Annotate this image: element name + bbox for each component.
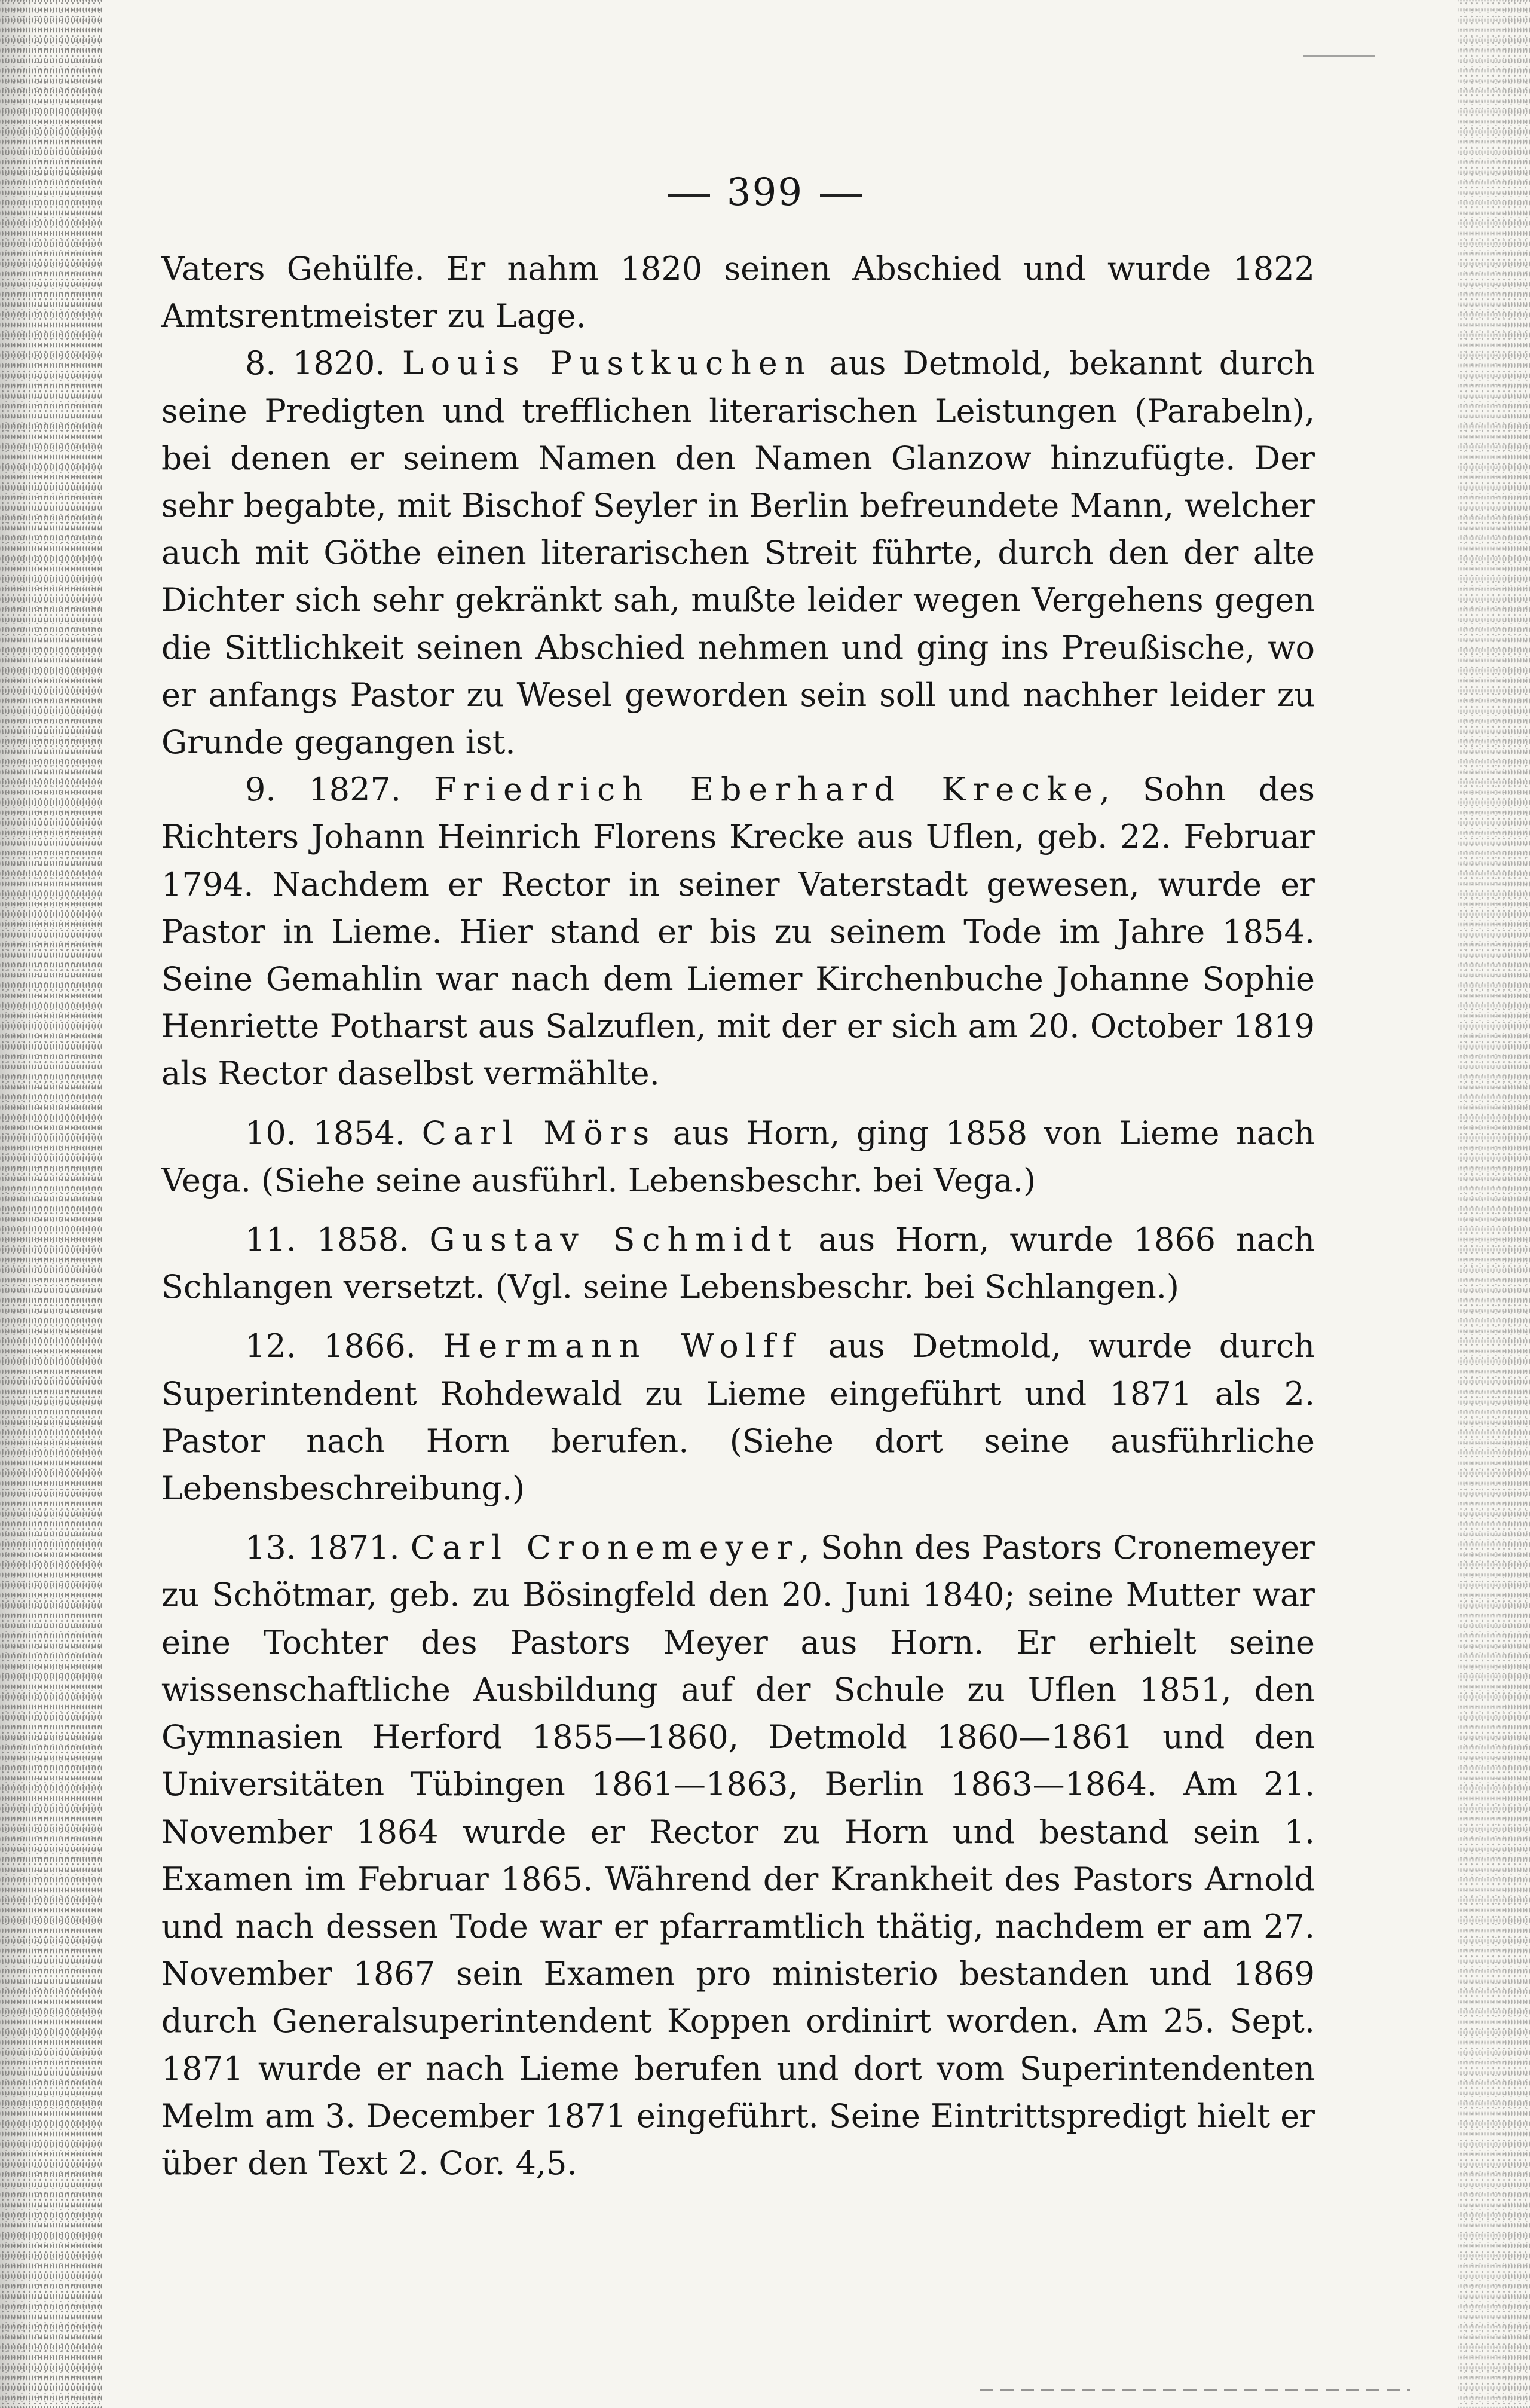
header-dash-right [820, 194, 862, 197]
entry-13-cronemeyer [161, 1524, 1315, 2187]
entry-12-wolff [161, 1322, 1315, 1512]
entry-name: Gustav Schmidt [429, 1221, 798, 1259]
scan-edge-right [1458, 0, 1530, 2408]
entry-text: aus Horn, ging 1858 von Lieme nach Vega. (Siehe seine ausführl. Lebensbeschr. bei Vega.) [161, 1114, 1315, 1199]
entry-text: aus Detmold, bekannt durch seine Predigten und trefflichen literarischen Leistungen (Parabeln), bei denen er seinem Namen den Namen Glanzow hinzufügte. Der sehr begabte, mit Bischof Seyler in Berlin befreundete Mann, welcher auch mit Göthe einen literarischen Streit führte, durch den der alte Dichter sich sehr gekränkt sah, mußte leider wegen Vergehens gegen die Sittlichkeit seinen Abschied nehmen und ging ins Preußische, wo er anfangs Pastor zu Wesel geworden sein soll und nachher leider zu Grunde gegangen ist. [161, 344, 1315, 762]
header-dash-left [668, 194, 710, 197]
entry-name: Louis Pustkuchen [402, 344, 813, 383]
body-text [161, 245, 1315, 2187]
entry-name: Friedrich Eberhard Krecke [433, 771, 1100, 809]
entry-11-schmidt [161, 1216, 1315, 1310]
entry-name: Hermann Wolff [443, 1327, 801, 1365]
entry-text: aus Horn, wurde 1866 nach Schlangen versetzt. (Vgl. seine Lebensbeschr. bei Schlangen.) [161, 1221, 1315, 1306]
entry-8-pustkuchen [161, 340, 1315, 766]
entry-name: Carl Cronemeyer [410, 1529, 800, 1567]
entry-text: , Sohn des Richters Johann Heinrich Florens Krecke aus Uflen, geb. 22. Februar 1794. Nachdem er Rector in seiner Vaterstadt gewesen, wurde er Pastor in Lieme. Hier stand er bis zu seinem Tode im Jahre 1854. Seine Gemahlin war nach dem Liemer Kirchenbuche Johanne Sophie Henriette Potharst aus Salzuflen, mit der er sich am 20. October 1819 als Rector daselbst vermählte. [161, 771, 1315, 1093]
entry-number-date: 12. 1866. [245, 1327, 443, 1365]
entry-number-date: 8. 1820. [245, 344, 402, 383]
entry-10-moers [161, 1110, 1315, 1204]
paragraph-continuation [161, 245, 1315, 340]
paragraph-text: Vaters Gehülfe. Er nahm 1820 seinen Abschied und wurde 1822 Amtsrentmeister zu Lage. [161, 250, 1315, 335]
scan-mark-bottom [980, 2389, 1410, 2391]
entry-number-date: 11. 1858. [245, 1221, 430, 1259]
scan-edge-left [0, 0, 102, 2408]
page-header [0, 170, 1530, 215]
entry-text: , Sohn des Pastors Cronemeyer zu Schötmar, geb. zu Bösingfeld den 20. Juni 1840; seine Mutter war eine Tochter des Pastors Meyer aus Horn. Er erhielt seine wissenschaftliche Ausbildung auf der Schule zu Uflen 1851, den Gymnasien Herford 1855—1860, Detmold 1860—1861 und den Universitäten Tübingen 1861—1863, Berlin 1863—1864. Am 21. November 1864 wurde er Rector zu Horn und bestand sein 1. Examen im Februar 1865. Während der Krankheit des Pastors Arnold und nach dessen Tode war er pfarramtlich thätig, nachdem er am 27. November 1867 sein Examen pro ministerio bestanden und 1869 durch Generalsuperintendent Koppen ordinirt worden. Am 25. Sept. 1871 wurde er nach Lieme berufen und dort vom Superintendenten Melm am 3. December 1871 eingeführt. Seine Eintrittspredigt hielt er über den Text 2. Cor. 4,5. [161, 1529, 1315, 2182]
scan-mark-top [1303, 55, 1375, 57]
entry-text: aus Detmold, wurde durch Superintendent Rohdewald zu Lieme eingeführt und 1871 als 2. Pastor nach Horn berufen. (Siehe dort seine ausführliche Lebensbeschreibung.) [161, 1327, 1315, 1508]
entry-number-date: 13. 1871. [245, 1529, 411, 1567]
entry-number-date: 10. 1854. [245, 1114, 422, 1152]
entry-9-krecke [161, 766, 1315, 1097]
entry-name: Carl Mörs [421, 1114, 657, 1152]
entry-number-date: 9. 1827. [245, 771, 434, 809]
page-number: 399 [726, 170, 804, 215]
